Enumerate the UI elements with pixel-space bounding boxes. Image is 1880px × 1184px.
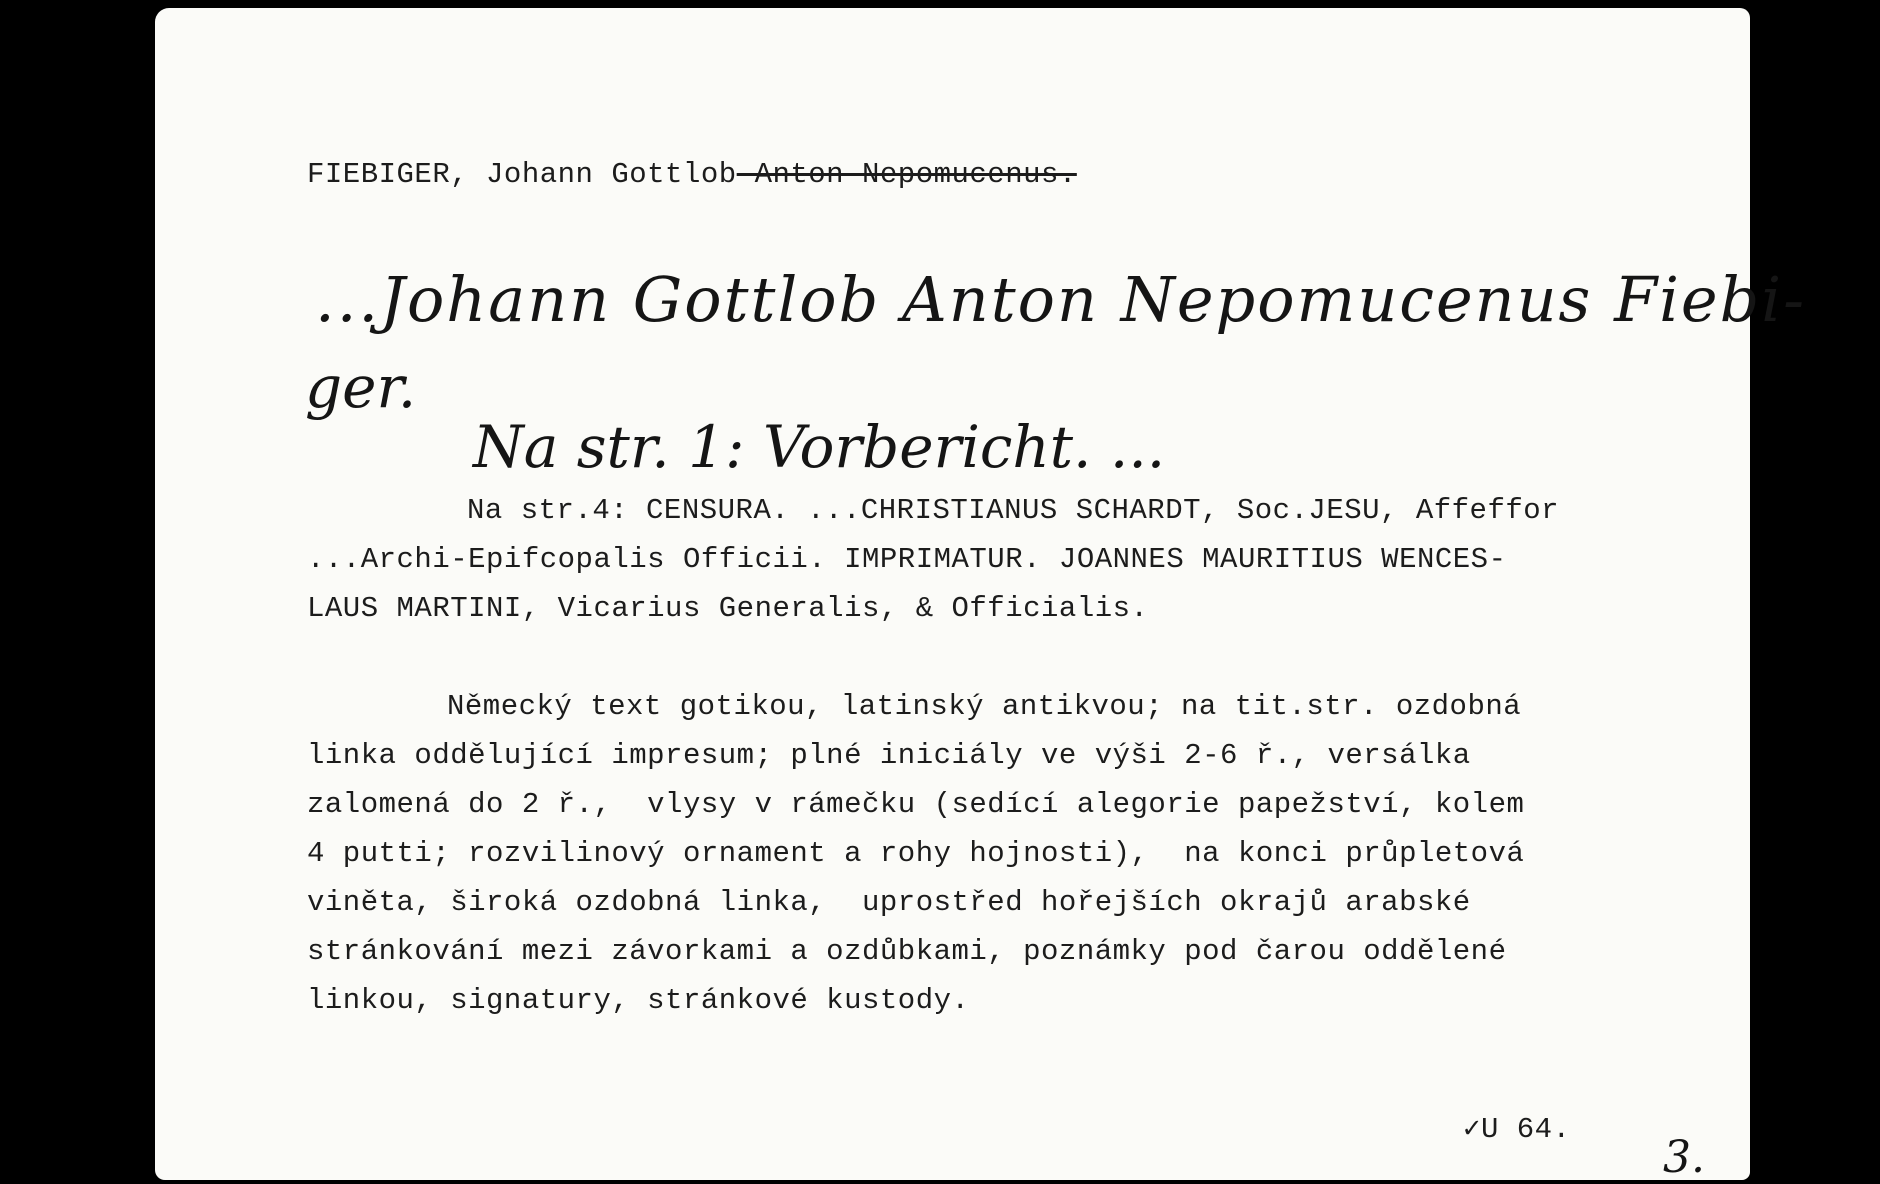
censura-line: LAUS MARTINI, Vicarius Generalis, & Officialis. — [307, 592, 1149, 625]
description-line: stránkování mezi závorkami a ozdůbkami, poznámky pod čarou oddělené — [307, 935, 1507, 968]
record-heading — [307, 158, 1077, 191]
description-line: linkou, signatury, stránkové kustody. — [307, 984, 970, 1017]
page-number: 3. — [1663, 1132, 1705, 1183]
description-line: zalomená do 2 ř., vlysy v rámečku (sedící alegorie papežství, kolem — [307, 788, 1525, 821]
description-line: Německý text gotikou, latinský antikvou; na tit.str. ozdobná — [447, 690, 1522, 723]
heading-struck-text: Anton Nepomucenus. — [736, 158, 1077, 191]
handwritten-note-line-1: ...Johann Gottlob Anton Nepomucenus Fiebi- — [315, 263, 1807, 336]
catalog-card — [155, 8, 1807, 1183]
shelfmark: ✓U 64. — [1463, 1113, 1571, 1146]
heading-name: FIEBIGER, Johann Gottlob — [307, 158, 737, 191]
description-line: viněta, široká ozdobná linka, uprostřed hořejších okrajů arabské — [307, 886, 1471, 919]
censura-line: ...Archi-Epifcopalis Officii. IMPRIMATUR. JOANNES MAURITIUS WENCES- — [307, 543, 1507, 576]
description-line: 4 putti; rozvilinový ornament a rohy hojnosti), na konci průpletová — [307, 837, 1525, 870]
description-line: linka oddělující impresum; plné iniciály ve výši 2-6 ř., versálka — [307, 739, 1471, 772]
handwritten-note-line-3: Na str. 1: Vorbericht. ... — [473, 413, 1166, 481]
censura-line: Na str.4: CENSURA. ...CHRISTIANUS SCHARDT, Soc.JESU, Affeffor — [467, 494, 1560, 527]
handwritten-note-line-2: ger. — [305, 353, 417, 421]
